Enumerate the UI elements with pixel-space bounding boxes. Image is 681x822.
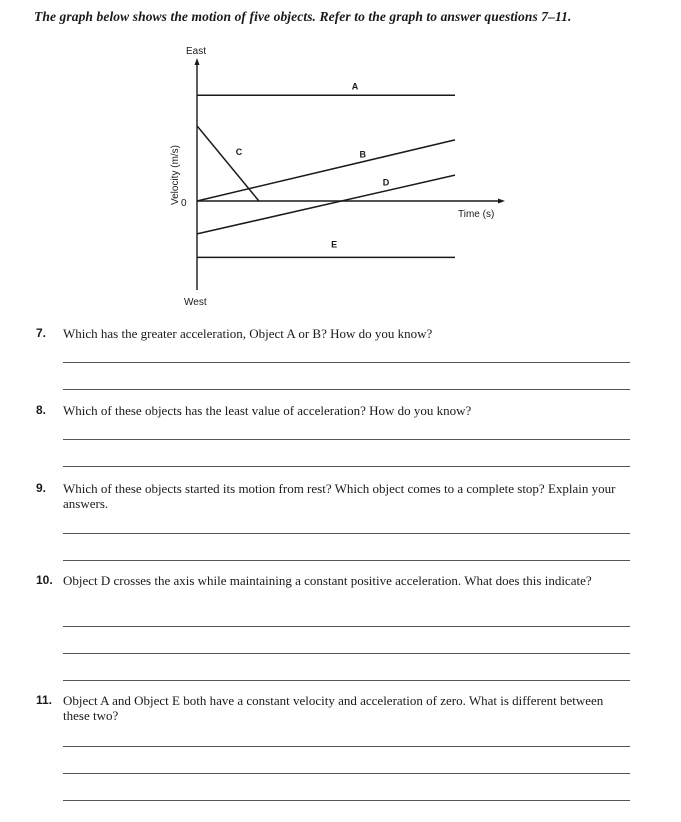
answer-line[interactable] [63,560,630,561]
series-line-d [197,175,455,234]
question-number: 9. [36,481,47,495]
y-axis-top-label: East [186,46,207,57]
question-text: Which has the greater acceleration, Object A or B? How do you know? [63,326,433,341]
question-number: 10. [36,573,53,587]
answer-line[interactable] [63,466,630,467]
answer-line[interactable] [63,653,630,654]
intro-text: The graph below shows the motion of five objects. Refer to the graph to answer questions 7–11. [34,9,572,24]
series-layer [197,81,455,257]
question-number: 8. [36,403,47,417]
answer-line[interactable] [63,680,630,681]
y-axis-bottom-label: West [184,297,207,308]
answer-line[interactable] [63,439,630,440]
question-10 [36,573,616,588]
answer-line[interactable] [63,389,630,390]
question-text: Which of these objects has the least value of acceleration? How do you know? [63,403,472,418]
x-axis-label: Time (s) [458,209,495,220]
question-11 [36,693,616,723]
question-8 [36,403,616,418]
series-label-c: C [235,146,243,157]
motion-graph [0,0,681,330]
series-label-e: E [331,239,338,250]
answer-line[interactable] [63,533,630,534]
question-9 [36,481,616,511]
question-number: 7. [36,326,47,340]
series-line-c [197,126,259,201]
x-axis-arrow [498,199,505,204]
question-7 [36,326,616,341]
answer-line[interactable] [63,362,630,363]
answer-line[interactable] [63,773,630,774]
answer-line[interactable] [63,800,630,801]
y-axis-arrow [195,58,200,65]
series-label-d: D [382,177,390,188]
question-number: 11. [36,693,53,707]
series-label-b: B [359,149,367,160]
question-text: Object A and Object E both have a constant velocity and acceleration of zero. What is different between these two? [63,693,604,723]
series-label-a: A [351,81,359,92]
origin-label: 0 [181,198,187,209]
question-text: Which of these objects started its motion from rest? Which object comes to a complete stop? Explain your answers. [63,481,616,511]
answer-line[interactable] [63,746,630,747]
answer-line[interactable] [63,626,630,627]
y-axis-label: Velocity (m/s) [170,144,181,205]
question-text: Object D crosses the axis while maintaining a constant positive acceleration. What does this indicate? [63,573,592,588]
